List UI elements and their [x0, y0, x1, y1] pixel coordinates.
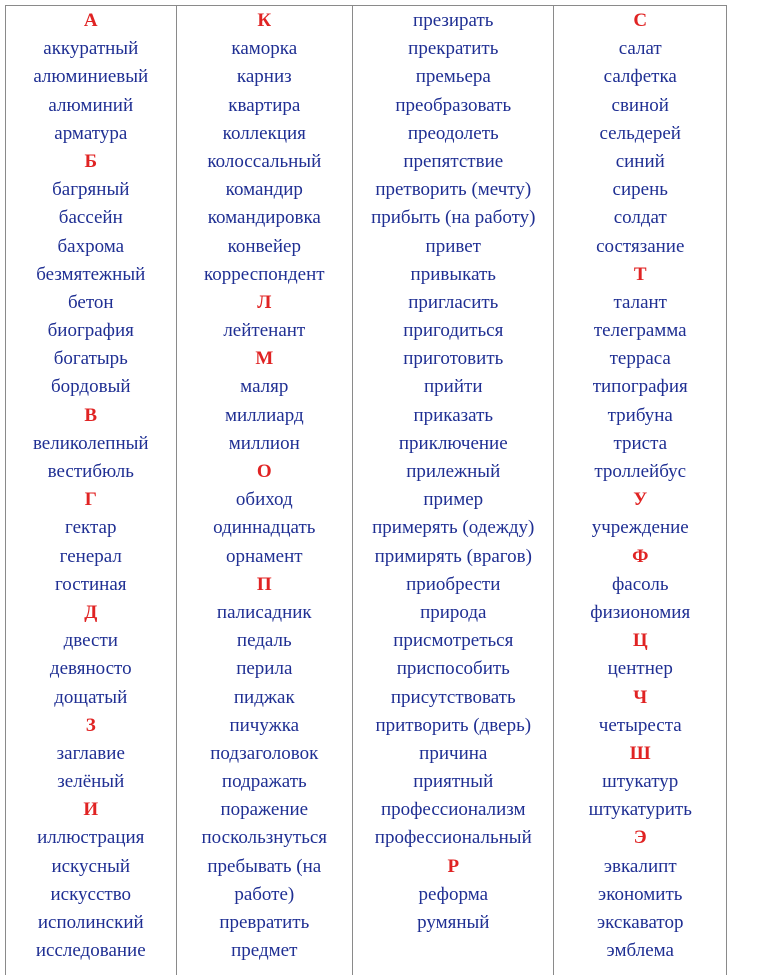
letter-heading: Л	[257, 291, 272, 313]
word-item: иллюстрация	[37, 827, 145, 849]
word-item: орнамент	[226, 545, 303, 567]
word-item: приготовить	[403, 348, 504, 370]
word-item: приключение	[398, 432, 508, 454]
letter-heading: М	[255, 348, 274, 370]
word-item: профессиональный	[374, 827, 532, 849]
word-item: биография	[47, 320, 134, 342]
word-item: обиход	[235, 489, 293, 511]
word-item: троллейбус	[594, 461, 687, 482]
word-item: привыкать	[410, 263, 496, 285]
word-item: безмятежный	[36, 263, 146, 285]
word-item: пребывать (на	[207, 855, 322, 877]
word-item: салат	[618, 38, 662, 60]
word-item: физиономия	[590, 601, 691, 623]
word-item: типография	[592, 376, 688, 398]
word-item: реформа	[418, 883, 489, 905]
word-item: бассейн	[58, 207, 123, 229]
word-list-table	[5, 5, 727, 975]
word-item: экономить	[598, 883, 683, 905]
word-item: эмблема	[606, 940, 674, 962]
word-item: девяносто	[49, 658, 132, 680]
letter-heading: Р	[447, 855, 460, 877]
word-item: природа	[420, 601, 487, 623]
word-item: искусство	[50, 883, 132, 905]
letter-heading: Ф	[632, 545, 649, 567]
word-item: приобрести	[406, 573, 501, 595]
word-item: гостиная	[54, 573, 127, 595]
word-item: экскаватор	[597, 912, 684, 933]
column-1-list	[6, 6, 176, 965]
word-item: центнер	[607, 658, 673, 680]
word-item: штукатурить	[588, 799, 692, 821]
word-item: педаль	[236, 630, 292, 652]
letter-heading: Г	[84, 489, 97, 511]
word-item: одиннадцать	[213, 517, 316, 539]
word-item: бахрома	[57, 235, 125, 257]
letter-heading: О	[256, 461, 272, 482]
word-item: свиной	[611, 94, 669, 116]
word-item: поражение	[220, 799, 309, 821]
column-4	[553, 6, 726, 975]
word-item: алюминий	[48, 94, 134, 116]
word-item: миллиард	[224, 404, 304, 426]
letter-heading: А	[83, 10, 98, 31]
word-item: перила	[236, 658, 293, 680]
word-item: трибуна	[607, 404, 673, 426]
word-item: корреспондент	[204, 263, 325, 285]
word-item: триста	[613, 432, 668, 454]
word-item: прилежный	[406, 461, 501, 482]
word-item: румяный	[417, 912, 490, 933]
letter-heading: Э	[633, 827, 647, 849]
word-item: подражать	[221, 771, 307, 793]
word-item: состязание	[596, 235, 685, 257]
word-item: вестибюль	[47, 461, 134, 482]
word-item: маляр	[240, 376, 289, 398]
word-item: командировка	[207, 207, 321, 229]
word-item: примирять (врагов)	[374, 545, 532, 567]
letter-heading: Д	[84, 601, 98, 623]
word-item: каморка	[231, 38, 298, 60]
word-item: препятствие	[403, 150, 504, 172]
letter-heading: В	[84, 404, 98, 426]
letter-heading: З	[85, 714, 96, 736]
word-item: штукатур	[602, 771, 679, 793]
word-item: гектар	[65, 517, 117, 539]
column-2	[176, 6, 353, 975]
word-item: багряный	[52, 179, 130, 201]
word-item: примерять (одежду)	[372, 517, 535, 539]
word-item: претворить (мечту)	[375, 179, 532, 201]
word-item: поскользнуться	[201, 827, 328, 849]
word-item: сельдерей	[599, 122, 681, 144]
word-item: синий	[615, 150, 665, 172]
word-item: командир	[225, 179, 303, 201]
word-item: учреждение	[591, 517, 689, 539]
word-item: миллион	[228, 432, 300, 454]
letter-heading: С	[633, 10, 648, 31]
word-item: приспособить	[396, 658, 510, 680]
word-item: карниз	[236, 66, 292, 88]
word-item: работе)	[234, 883, 295, 905]
word-item: бордовый	[51, 376, 131, 398]
word-item: пригласить	[408, 291, 499, 313]
word-item: преобразовать	[395, 94, 512, 116]
word-item: заглавие	[56, 742, 125, 764]
word-item: презирать	[413, 10, 494, 31]
letter-heading: Т	[633, 263, 647, 285]
column-3	[352, 6, 553, 975]
word-item: генерал	[59, 545, 122, 567]
word-item: телеграмма	[593, 320, 687, 342]
letter-heading: Ц	[632, 630, 648, 652]
word-item: солдат	[613, 207, 667, 229]
letter-heading: Ш	[629, 742, 651, 764]
word-item: искусный	[51, 855, 131, 877]
word-item: салфетка	[603, 66, 677, 88]
word-item: терраса	[609, 348, 671, 370]
word-item: исследование	[35, 940, 146, 962]
word-item: фасоль	[611, 573, 669, 595]
word-item: пичужка	[229, 714, 300, 736]
word-item: аккуратный	[43, 38, 139, 60]
column-1	[6, 6, 176, 975]
word-item: конвейер	[227, 235, 301, 257]
word-item: присмотреться	[393, 630, 514, 652]
word-item: подзаголовок	[210, 742, 319, 764]
letter-heading: И	[83, 799, 99, 821]
word-item: привет	[425, 235, 481, 257]
word-item: богатырь	[53, 348, 128, 370]
column-2-list	[177, 6, 353, 965]
word-item: прибыть (на работу)	[371, 207, 536, 229]
word-item: приказать	[413, 404, 494, 426]
word-item: талант	[613, 291, 667, 313]
word-item: лейтенант	[223, 320, 306, 342]
letter-heading: Б	[84, 150, 98, 172]
word-item: профессионализм	[380, 799, 526, 821]
word-item: причина	[419, 742, 488, 764]
word-item: дощатый	[54, 686, 128, 708]
word-item: прийти	[424, 376, 483, 398]
word-item: квартира	[228, 94, 301, 116]
word-item: зелёный	[57, 771, 125, 793]
word-item: сирень	[612, 179, 668, 201]
word-item: великолепный	[32, 432, 149, 454]
letter-heading: Ч	[633, 686, 648, 708]
word-item: пиджак	[233, 686, 295, 708]
word-item: премьера	[415, 66, 491, 88]
word-item: пример	[423, 489, 484, 511]
word-item: притворить (дверь)	[375, 714, 532, 736]
word-item: коллекция	[222, 122, 306, 144]
letter-heading: П	[256, 573, 272, 595]
word-item: приятный	[413, 771, 494, 793]
word-item: бетон	[67, 291, 114, 313]
word-item: алюминиевый	[33, 66, 149, 88]
word-item: предмет	[231, 940, 298, 962]
letter-heading: К	[257, 10, 272, 31]
word-item: прекратить	[408, 38, 499, 60]
column-3-list	[353, 6, 553, 937]
word-item: присутствовать	[390, 686, 516, 708]
word-item: арматура	[54, 122, 128, 144]
word-item: эвкалипт	[603, 855, 677, 877]
word-item: преодолеть	[407, 122, 499, 144]
word-item: пригодиться	[403, 320, 504, 342]
word-item: палисадник	[216, 601, 312, 623]
word-item: четыреста	[598, 714, 682, 736]
letter-heading: У	[633, 489, 648, 511]
word-item: колоссальный	[207, 150, 322, 172]
word-item: превратить	[219, 912, 310, 933]
word-item: двести	[63, 630, 118, 652]
column-4-list	[554, 6, 726, 965]
word-item: исполинский	[37, 912, 144, 933]
